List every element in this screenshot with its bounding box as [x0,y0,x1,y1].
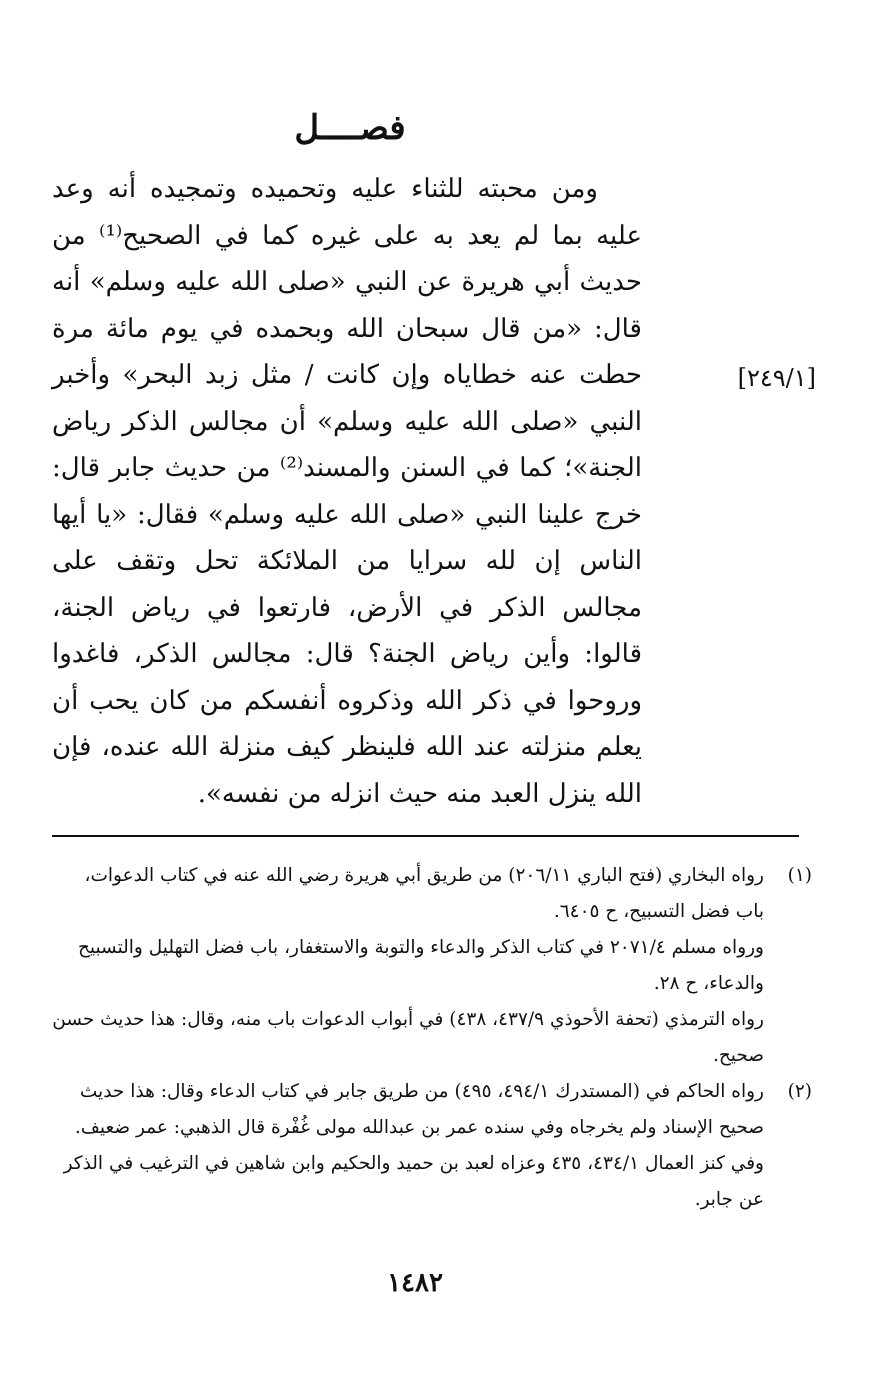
footnote-line: رواه الترمذي (تحفة الأحوذي ٤٣٧/٩، ٤٣٨) في أبواب الدعوات باب منه، وقال: هذا حديث حسن صحيح. [52,1009,764,1066]
footnote-number: (٢) [787,1081,812,1102]
footnotes [52,858,812,1218]
margin-page-reference: [٢٤٩/١] [737,364,816,392]
main-paragraph: ومن محبته للثناء عليه وتحميده وتمجيده أنه وعد عليه بما لم يعد به على غيره كما في الصحيح⁽¹⁾ من حديث أبي هريرة عن النبي «صلى الله عليه وسلم» أنه قال: «من قال سبحان الله وبحمده في يوم مائة مرة حطت عنه خطاياه وإن كانت / مثل زبد البحر» وأخبر النبي «صلى الله عليه وسلم» أن مجالس الذكر رياض الجنة»؛ كما في السنن والمسند⁽²⁾ من حديث جابر قال: خرج علينا النبي «صلى الله عليه وسلم» فقال: «يا أيها الناس إن لله سرايا من الملائكة تحل وتقف على مجالس الذكر في الأرض، فارتعوا في رياض الجنة، قالوا: وأين رياض الجنة؟ قال: مجالس الذكر، فاغدوا وروحوا في ذكر الله وذكروه أنفسكم من كان يحب أن يعلم منزلته عند الله فلينظر كيف منزلة الله عنده، فإن الله ينزل العبد منه حيث انزله من نفسه». [52,174,642,809]
footnote-number: (١) [787,865,812,886]
footnote-1 [52,858,812,1074]
footnote-line: رواه البخاري (فتح الباري ٢٠٦/١١) من طريق أبي هريرة رضي الله عنه في كتاب الدعوات، باب فضل التسبيح، ح ٦٤٠٥. [84,865,764,922]
footnote-line: رواه الحاكم في (المستدرك ٤٩٤/١، ٤٩٥) من طريق جابر في كتاب الدعاء وقال: هذا حديث صحيح الإسناد ولم يخرجاه وفي سنده عمر بن عبدالله مولى غُفْرة قال الذهبي: عمر ضعيف. وفي كنز العمال ٤٣٤/١، ٤٣٥ وعزاه لعبد بن حميد والحكيم وابن شاهين في الترغيب في الذكر عن جابر. [63,1081,764,1210]
footnote-line: ورواه مسلم ٢٠٧١/٤ في كتاب الذكر والدعاء والتوبة والاستغفار، باب فضل التهليل والتسبيح والدعاء، ح ٢٨. [77,937,764,994]
footnote-divider [52,835,799,837]
section-heading: فصــــل [294,108,406,148]
footnote-2 [52,1074,812,1218]
main-text [52,166,642,817]
page-number: ١٤٨٢ [387,1268,443,1298]
